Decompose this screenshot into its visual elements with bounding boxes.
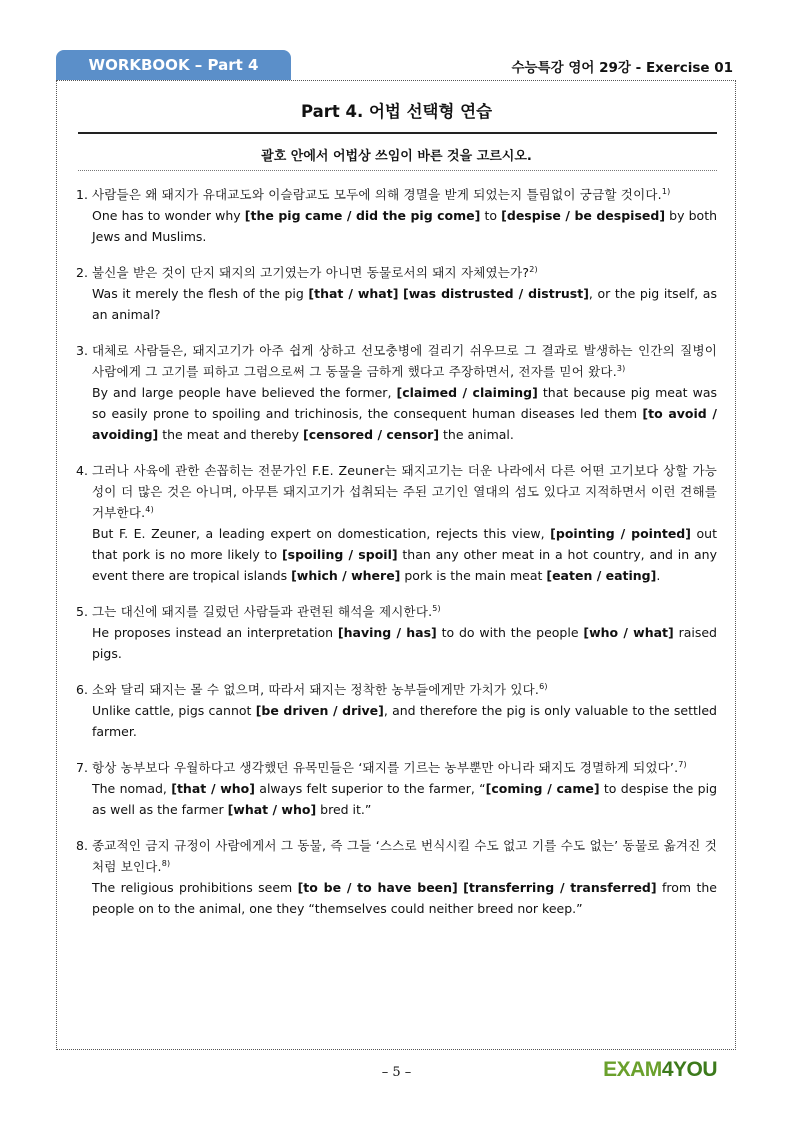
workbook-part-tab: WORKBOOK – Part 4 — [56, 50, 291, 80]
korean-sentence: 그는 대신에 돼지를 길렀던 사람들과 관련된 해석을 제시한다.$^{5)}$ — [92, 603, 441, 619]
grammar-choice: [eaten / eating] — [546, 568, 657, 583]
grammar-choice: [claimed / claiming] — [396, 385, 538, 400]
exercise-item — [76, 460, 717, 586]
item-number: 5. — [76, 604, 88, 619]
exercise-item — [76, 262, 717, 325]
footnote-ref: 4) — [145, 504, 154, 514]
korean-sentence: 불신을 받은 것이 단지 돼지의 고기였는가 아니면 동물로서의 돼지 자체였는가?$^{2)}$ — [92, 264, 538, 280]
exercise-list — [76, 184, 717, 934]
english-sentence: Was it merely the flesh of the pig [that / what] [was distrusted / distrust], or the pig itself, as an animal? — [92, 286, 717, 322]
korean-sentence: 종교적인 금지 규정이 사람에게서 그 동물, 즉 그들 ‘스스로 번식시킬 수도 없고 기를 수도 없는’ 동물로 옮겨진 것처럼 보인다.$^{8)}$ — [92, 838, 717, 874]
exercise-item — [76, 601, 717, 664]
item-number: 2. — [76, 265, 88, 280]
korean-sentence: 사람들은 왜 돼지가 유대교도와 이슬람교도 모두에 의해 경멸을 받게 되었는지 틀림없이 궁금할 것이다.$^{1)}$ — [92, 186, 671, 202]
english-sentence: The nomad, [that / who] always felt superior to the farmer, “[coming / came] to despise the pig as well as the farmer [what / who] bred it.” — [92, 781, 718, 817]
lesson-label: 수능특강 영어 29강 - Exercise 01 — [511, 60, 733, 76]
grammar-choice: [who / what] — [583, 625, 674, 640]
english-sentence: Unlike cattle, pigs cannot [be driven / drive], and therefore the pig is only valuable to the settled farmer. — [92, 703, 717, 739]
english-sentence: The religious prohibitions seem [to be / to have been] [transferring / transferred] from the people on to the animal, one they “themselves could neither breed nor keep.” — [92, 880, 717, 916]
grammar-choice: [pointing / pointed] — [550, 526, 691, 541]
grammar-choice: [transferring / transferred] — [463, 880, 657, 895]
english-sentence: One has to wonder why [the pig came / did the pig come] to [despise / be despised] by both Jews and Muslims. — [92, 208, 718, 244]
footnote-ref: 6) — [539, 681, 548, 691]
item-number: 1. — [76, 187, 88, 202]
grammar-choice: [what / who] — [227, 802, 317, 817]
grammar-choice: [which / where] — [291, 568, 401, 583]
exercise-item — [76, 757, 717, 820]
page-title: Part 4. 어법 선택형 연습 — [300, 102, 493, 121]
item-number: 8. — [76, 838, 88, 853]
korean-sentence: 대체로 사람들은, 돼지고기가 아주 쉽게 상하고 선모충병에 걸리기 쉬우므로 그 결과로 발생하는 인간의 질병이 사람에게 그 고기를 피하고 그럼으로써 그 동물을 금하게 했다고 주장하면서, 전자를 믿어 왔다.$^{3)}$ — [92, 343, 717, 379]
title-divider — [78, 132, 717, 134]
footnote-ref: 3) — [616, 363, 626, 373]
grammar-choice: [having / has] — [337, 625, 437, 640]
grammar-choice: [the pig came / did the pig come] — [244, 208, 481, 223]
korean-sentence: 소와 달리 돼지는 몰 수 없으며, 따라서 돼지는 정착한 농부들에게만 가치가 있다.$^{6)}$ — [92, 681, 548, 697]
exercise-item — [76, 340, 717, 445]
footnote-ref: 1) — [661, 186, 671, 196]
grammar-choice: [to avoid / avoiding] — [92, 406, 717, 442]
english-sentence: But F. E. Zeuner, a leading expert on domestication, rejects this view, [pointing / pointed] out that pork is no more likely to [spoiling / spoil] than any other meat in a hot country, and in any event there are tropical islands [which / where] pork is the main meat [eaten / eating]. — [92, 526, 718, 583]
page-number: – 5 – — [381, 1065, 412, 1080]
exercise-item — [76, 679, 717, 742]
grammar-choice: [be driven / drive] — [255, 703, 384, 718]
item-number: 7. — [76, 760, 88, 775]
english-sentence: By and large people have believed the former, [claimed / claiming] that because pig meat was so easily prone to spoiling and trichinosis, the consequent human diseases led them [to avoid / avoiding] the meat and thereby [censored / censor] the animal. — [92, 385, 717, 442]
item-number: 3. — [76, 343, 88, 358]
exam4you-logo: EXAM4YOU — [603, 1058, 717, 1081]
grammar-choice: [despise / be despised] — [501, 208, 666, 223]
exercise-item — [76, 184, 717, 247]
footnote-ref: 2) — [529, 264, 538, 274]
footnote-ref: 7) — [678, 759, 687, 769]
grammar-choice: [coming / came] — [485, 781, 600, 796]
grammar-choice: [censored / censor] — [302, 427, 440, 442]
footnote-ref: 8) — [161, 858, 171, 868]
item-number: 4. — [76, 463, 88, 478]
grammar-choice: [was distrusted / distrust] — [402, 286, 589, 301]
item-number: 6. — [76, 682, 88, 697]
grammar-choice: [that / who] — [171, 781, 255, 796]
korean-sentence: 그러나 사육에 관한 손꼽히는 전문가인 F.E. Zeuner는 돼지고기는 더운 나라에서 다른 어떤 고기보다 상할 가능성이 더 많은 것은 아니며, 아무튼 돼지고기가 섭취되는 주된 고기인 열대의 섬도 있다고 지적하면서 이런 견해를 거부한다.$^{4)}$ — [92, 463, 717, 520]
exercise-item — [76, 835, 717, 919]
grammar-choice: [to be / to have been] — [297, 880, 458, 895]
english-sentence: He proposes instead an interpretation [having / has] to do with the people [who / what] raised pigs. — [92, 625, 717, 661]
grammar-choice: [that / what] — [308, 286, 399, 301]
korean-sentence: 항상 농부보다 우월하다고 생각했던 유목민들은 ‘돼지를 기르는 농부뿐만 아니라 돼지도 경멸하게 되었다’.$^{7)}$ — [92, 759, 687, 775]
grammar-choice: [spoiling / spoil] — [281, 547, 398, 562]
instruction-divider — [78, 170, 717, 171]
instruction: 괄호 안에서 어법상 쓰임이 바른 것을 고르시오. — [261, 149, 532, 164]
footnote-ref: 5) — [432, 603, 441, 613]
